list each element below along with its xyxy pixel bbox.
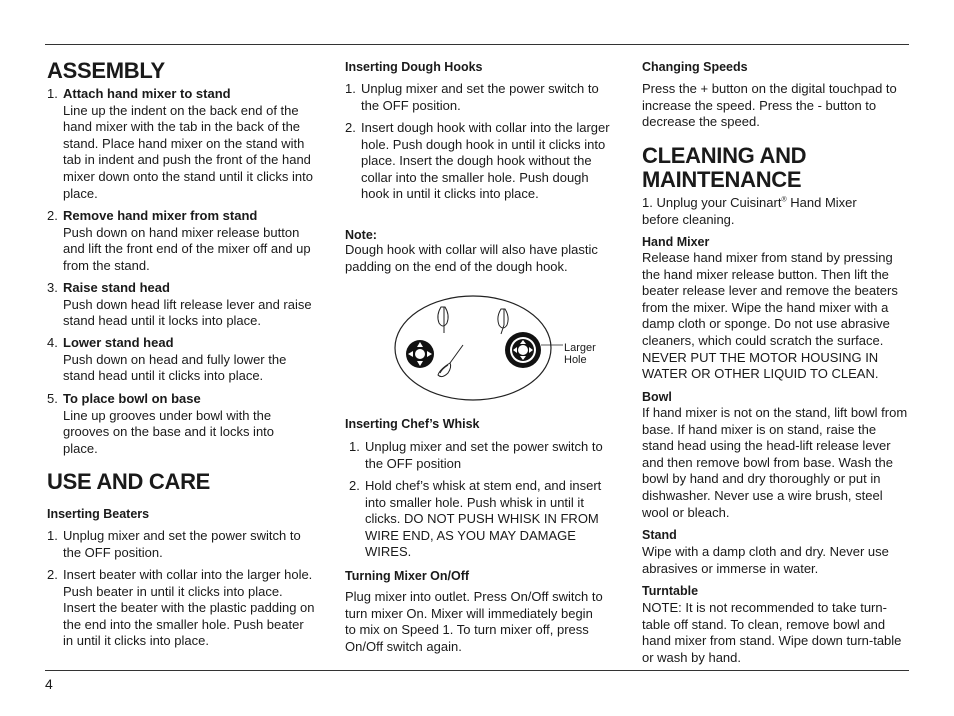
step-heading: Remove hand mixer from stand [63, 208, 258, 223]
turning-mixer-heading: Turning Mixer On/Off [345, 569, 470, 583]
hand-mixer-text: Release hand mixer from stand by pressing the hand mixer release button. Then lift the beater release lever and remove the beaters from the mixer. Wipe the hand mixer with a damp cloth or sponge. Do not use abrasive cleaners, which could scratch the surface. NEVER PUT THE MOTOR HOUSING IN WATER OR OTHER LIQUID TO CLEAN. [642, 250, 898, 382]
bowl-heading: Bowl [642, 390, 672, 404]
step-text: Push down on hand mixer release button and lift the front end of the mixer off and up from the stand. [63, 224, 311, 273]
turntable-heading: Turntable [642, 584, 699, 598]
changing-speeds-text: Press the + button on the digital touchpad to increase the speed. Press the - button to decrease the speed. [642, 81, 897, 130]
stand-heading: Stand [642, 528, 677, 542]
step-text: Line up the indent on the back end of the hand mixer with the tab in the back of the stand. Place hand mixer on the stand with tab in indent and push the front of the hand mixer down onto the stand until it clicks into place. [63, 102, 314, 201]
step-text: Line up grooves under bowl with the grooves on the base and it locks into place. [63, 407, 275, 456]
mixer-sockets-diagram [393, 293, 613, 408]
stand-text: Wipe with a damp cloth and dry. Never use abrasives or immerse in water. [642, 544, 889, 576]
step-heading: Raise stand head [63, 280, 170, 295]
hand-mixer-heading: Hand Mixer [642, 235, 710, 249]
turntable-text: NOTE: It is not recommended to take turn-table off stand. To clean, remove bowl and hand mixer from stand. Wipe down turn-table or wash by hand. [642, 600, 902, 665]
top-rule [45, 44, 909, 45]
bottom-rule [45, 670, 909, 671]
cleaning-intro: 1. Unplug your Cuisinart® Hand Mixer before cleaning. [642, 195, 857, 227]
step-heading: Attach hand mixer to stand [63, 86, 231, 101]
inserting-chefs-whisk-heading: Inserting Chef’s Whisk [345, 417, 480, 431]
inserting-beaters-heading: Inserting Beaters [47, 507, 150, 521]
assembly-title: ASSEMBLY [47, 58, 165, 83]
note-label: Note: [345, 228, 377, 242]
step-text: Push down head lift release lever and raise stand head until it locks into place. [63, 296, 312, 329]
larger-hole-label: Larger Hole [564, 342, 596, 366]
note-text: Dough hook with collar will also have plastic padding on the end of the dough hook. [345, 242, 598, 274]
step-heading: To place bowl on base [63, 391, 201, 406]
cleaning-title: CLEANING AND MAINTENANCE [642, 143, 807, 192]
page-number: 4 [45, 676, 53, 692]
bowl-text: If hand mixer is not on the stand, lift bowl from base. If hand mixer is on stand, raise the stand head using the head-lift release lever and then remove bowl from base. Wash the bowl by hand and dry thoroughly or put in dishwasher. Never use a wire brush, steel wool or bleach. [642, 405, 908, 520]
step-text: Push down on head and fully lower the stand head until it clicks into place. [63, 351, 287, 384]
use-and-care-title: USE AND CARE [47, 469, 211, 494]
inserting-dough-hooks-heading: Inserting Dough Hooks [345, 60, 483, 74]
step-heading: Lower stand head [63, 335, 174, 350]
changing-speeds-heading: Changing Speeds [642, 60, 748, 74]
turning-mixer-text: Plug mixer into outlet. Press On/Off switch to turn mixer On. Mixer will immediately begin to mix on Speed 1. To turn mixer off, press On/Off switch again. [345, 589, 603, 654]
